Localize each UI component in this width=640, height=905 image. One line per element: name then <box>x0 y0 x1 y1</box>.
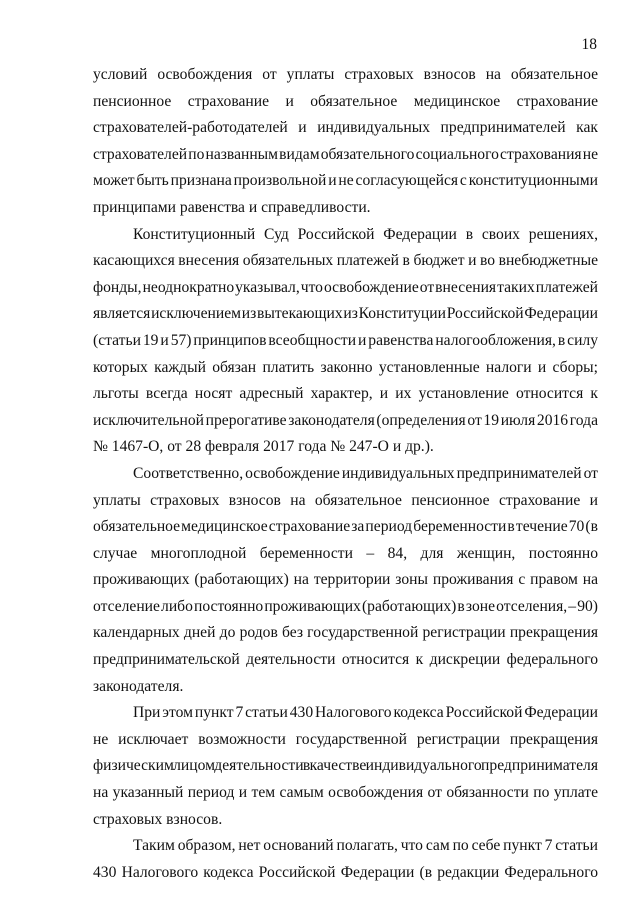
text-line: может быть признана произвольной и не согласующейся с конституционными <box>93 172 598 190</box>
text-line: Соответственно, освобождение индивидуальных предпринимателей от <box>133 464 598 482</box>
text-line: фонды, неоднократно указывал, что освобождение от внесения таких платежей <box>93 278 598 296</box>
paragraph-2 <box>93 222 598 461</box>
text-line: При этом пункт 7 статьи 430 Налогового кодекса Российской Федерации <box>133 704 598 722</box>
text-line: страхователей-работодателей и индивидуальных предпринимателей как <box>93 119 598 137</box>
text-line: пенсионное страхование и обязательное медицинское страхование <box>93 92 598 110</box>
text-line: условий освобождения от уплаты страховых взносов на обязательное <box>93 66 598 83</box>
text-line: 430 Налогового кодекса Российской Федерации (в редакции Федерального <box>93 863 598 881</box>
page-number: 18 <box>581 36 597 53</box>
text-line: касающихся внесения обязательных платежей в бюджет и во внебюджетные <box>93 252 598 270</box>
text-line: № 1467-О, от 28 февраля 2017 года № 247-О и др.). <box>93 438 434 456</box>
text-line: предпринимательской деятельности относится к дискреции федерального <box>93 651 598 669</box>
text-line: принципами равенства и справедливости. <box>93 198 371 216</box>
paragraph-3 <box>93 461 598 700</box>
text-line: законодателя. <box>93 677 184 695</box>
paragraph-5 <box>93 833 598 886</box>
text-line: случае многоплодной беременности – 84, для женщин, постоянно <box>93 544 598 562</box>
text-line: физическим лицом деятельности в качестве индивидуального предпринимателя <box>93 757 598 775</box>
text-line: не исключает возможности государственной регистрации прекращения <box>93 730 598 748</box>
text-line: обязательное медицинское страхование за период беременности в течение 70 (в <box>93 518 598 536</box>
text-line: (статьи 19 и 57) принципов всеобщности и равенства налогообложения, в силу <box>93 331 598 349</box>
text-line: проживающих (работающих) на территории зоны проживания с правом на <box>93 571 598 589</box>
paragraph-1 <box>93 62 598 222</box>
text-line: исключительной прерогативе законодателя (определения от 19 июля 2016 года <box>93 411 598 429</box>
text-line: отселение либо постоянно проживающих (работающих) в зоне отселения, – 90) <box>93 597 598 615</box>
document-body <box>93 62 598 886</box>
text-line: календарных дней до родов без государственной регистрации прекращения <box>93 624 598 642</box>
text-line: страховых взносов. <box>93 810 223 828</box>
text-line: страхователей по названным видам обязательного социального страхования не <box>93 145 598 163</box>
paragraph-4 <box>93 700 598 833</box>
text-line: которых каждый обязан платить законно установленные налоги и сборы; <box>93 358 598 376</box>
text-line: на указанный период и тем самым освобождения от обязанности по уплате <box>93 784 598 802</box>
text-line: Конституционный Суд Российской Федерации в своих решениях, <box>133 225 598 243</box>
text-line: является исключением из вытекающих из Конституции Российской Федерации <box>93 305 598 323</box>
text-line: уплаты страховых взносов на обязательное пенсионное страхование и <box>93 491 598 509</box>
text-line: Таким образом, нет оснований полагать, что сам по себе пункт 7 статьи <box>133 837 598 855</box>
text-line: льготы всегда носят адресный характер, и их установление относится к <box>93 385 598 403</box>
